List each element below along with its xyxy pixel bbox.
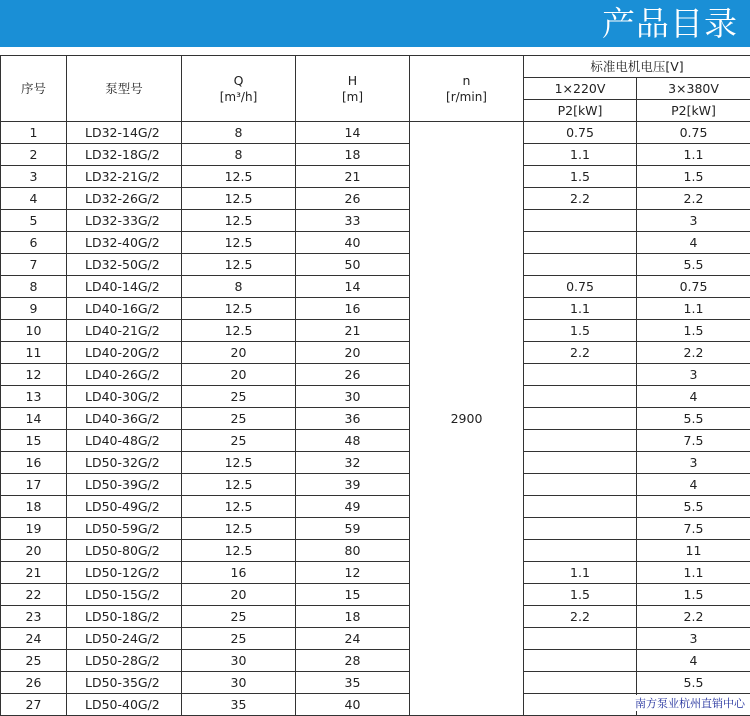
cell-h: 80 <box>296 540 410 562</box>
cell-pump-type: LD32-26G/2 <box>67 188 182 210</box>
cell-pump-type: LD50-12G/2 <box>67 562 182 584</box>
cell-p2-3ph: 3 <box>637 452 750 474</box>
cell-seq: 1 <box>1 122 67 144</box>
cell-seq: 15 <box>1 430 67 452</box>
cell-q: 25 <box>182 386 296 408</box>
table-row <box>1 540 750 562</box>
cell-p2-3ph: 5.5 <box>637 254 750 276</box>
cell-h: 40 <box>296 232 410 254</box>
cell-pump-type: LD32-50G/2 <box>67 254 182 276</box>
cell-seq: 26 <box>1 672 67 694</box>
table-row <box>1 122 750 144</box>
cell-h: 12 <box>296 562 410 584</box>
cell-p2-3ph: 11 <box>637 540 750 562</box>
cell-p2-1ph <box>524 408 637 430</box>
table-row <box>1 408 750 430</box>
cell-pump-type: LD50-40G/2 <box>67 694 182 716</box>
cell-seq: 8 <box>1 276 67 298</box>
cell-seq: 21 <box>1 562 67 584</box>
cell-seq: 10 <box>1 320 67 342</box>
cell-q: 8 <box>182 144 296 166</box>
cell-p2-1ph <box>524 540 637 562</box>
cell-p2-3ph: 7.5 <box>637 518 750 540</box>
table-row <box>1 298 750 320</box>
cell-p2-1ph: 2.2 <box>524 606 637 628</box>
cell-p2-3ph: 7.5 <box>637 430 750 452</box>
cell-seq: 11 <box>1 342 67 364</box>
cell-seq: 23 <box>1 606 67 628</box>
cell-pump-type: LD32-21G/2 <box>67 166 182 188</box>
cell-seq: 16 <box>1 452 67 474</box>
cell-seq: 20 <box>1 540 67 562</box>
cell-p2-3ph: 4 <box>637 232 750 254</box>
cell-q: 16 <box>182 562 296 584</box>
cell-p2-3ph: 3 <box>637 364 750 386</box>
cell-pump-type: LD32-40G/2 <box>67 232 182 254</box>
cell-h: 30 <box>296 386 410 408</box>
cell-q: 12.5 <box>182 540 296 562</box>
cell-seq: 17 <box>1 474 67 496</box>
cell-q: 20 <box>182 342 296 364</box>
table-row <box>1 386 750 408</box>
cell-p2-1ph <box>524 518 637 540</box>
col-header-1x220v: 1×220V <box>524 78 637 100</box>
col-header-seq: 序号 <box>1 56 67 122</box>
cell-p2-1ph: 2.2 <box>524 342 637 364</box>
cell-p2-3ph: 3 <box>637 628 750 650</box>
cell-p2-1ph: 1.5 <box>524 320 637 342</box>
col-header-q-label: Q <box>234 73 244 88</box>
cell-q: 8 <box>182 122 296 144</box>
cell-seq: 3 <box>1 166 67 188</box>
cell-pump-type: LD50-39G/2 <box>67 474 182 496</box>
cell-p2-3ph: 2.2 <box>637 188 750 210</box>
cell-q: 12.5 <box>182 232 296 254</box>
cell-pump-type: LD50-49G/2 <box>67 496 182 518</box>
cell-p2-1ph: 1.5 <box>524 584 637 606</box>
col-header-pump-type: 泵型号 <box>67 56 182 122</box>
product-table <box>0 55 750 716</box>
table-row <box>1 496 750 518</box>
cell-p2-3ph: 1.1 <box>637 144 750 166</box>
cell-pump-type: LD40-30G/2 <box>67 386 182 408</box>
cell-p2-3ph: 4 <box>637 650 750 672</box>
cell-p2-3ph: 3 <box>637 210 750 232</box>
footer-credit: 南方泵业杭州直销中心 <box>633 695 747 711</box>
cell-pump-type: LD40-36G/2 <box>67 408 182 430</box>
cell-p2-3ph: 1.1 <box>637 298 750 320</box>
cell-q: 8 <box>182 276 296 298</box>
cell-seq: 5 <box>1 210 67 232</box>
cell-h: 28 <box>296 650 410 672</box>
cell-pump-type: LD50-80G/2 <box>67 540 182 562</box>
cell-p2-3ph: 0.75 <box>637 122 750 144</box>
cell-seq: 12 <box>1 364 67 386</box>
cell-h: 26 <box>296 364 410 386</box>
cell-p2-3ph: 1.5 <box>637 584 750 606</box>
cell-q: 12.5 <box>182 298 296 320</box>
cell-seq: 22 <box>1 584 67 606</box>
col-header-q <box>182 56 296 122</box>
cell-h: 24 <box>296 628 410 650</box>
cell-h: 20 <box>296 342 410 364</box>
table-row <box>1 474 750 496</box>
cell-p2-3ph: 2.2 <box>637 606 750 628</box>
cell-pump-type: LD50-24G/2 <box>67 628 182 650</box>
cell-h: 32 <box>296 452 410 474</box>
cell-h: 48 <box>296 430 410 452</box>
cell-h: 33 <box>296 210 410 232</box>
table-row <box>1 606 750 628</box>
cell-seq: 9 <box>1 298 67 320</box>
table-row <box>1 430 750 452</box>
cell-pump-type: LD50-59G/2 <box>67 518 182 540</box>
cell-q: 12.5 <box>182 474 296 496</box>
cell-speed: 2900 <box>410 122 524 716</box>
header-bar <box>0 0 750 47</box>
cell-h: 14 <box>296 276 410 298</box>
cell-h: 49 <box>296 496 410 518</box>
cell-q: 20 <box>182 584 296 606</box>
cell-p2-1ph: 1.1 <box>524 298 637 320</box>
cell-pump-type: LD40-16G/2 <box>67 298 182 320</box>
cell-q: 12.5 <box>182 452 296 474</box>
cell-pump-type: LD32-33G/2 <box>67 210 182 232</box>
table-row <box>1 210 750 232</box>
col-header-n <box>410 56 524 122</box>
cell-seq: 19 <box>1 518 67 540</box>
cell-q: 12.5 <box>182 188 296 210</box>
cell-p2-1ph: 0.75 <box>524 122 637 144</box>
cell-p2-1ph <box>524 474 637 496</box>
cell-h: 50 <box>296 254 410 276</box>
table-row <box>1 518 750 540</box>
cell-h: 21 <box>296 166 410 188</box>
cell-p2-1ph: 1.5 <box>524 166 637 188</box>
cell-p2-3ph: 5.5 <box>637 672 750 694</box>
cell-seq: 18 <box>1 496 67 518</box>
cell-pump-type: LD40-21G/2 <box>67 320 182 342</box>
col-header-h-label: H <box>348 73 357 88</box>
cell-p2-1ph <box>524 628 637 650</box>
col-header-h <box>296 56 410 122</box>
cell-pump-type: LD40-14G/2 <box>67 276 182 298</box>
cell-p2-1ph: 1.1 <box>524 144 637 166</box>
table-row <box>1 144 750 166</box>
cell-h: 18 <box>296 606 410 628</box>
cell-q: 12.5 <box>182 254 296 276</box>
cell-p2-1ph <box>524 254 637 276</box>
cell-h: 59 <box>296 518 410 540</box>
cell-p2-3ph: 1.1 <box>637 562 750 584</box>
cell-p2-1ph: 0.75 <box>524 276 637 298</box>
col-header-h-unit: [m] <box>296 89 409 105</box>
cell-pump-type: LD40-48G/2 <box>67 430 182 452</box>
table-row <box>1 320 750 342</box>
col-header-p2-1ph: P2[kW] <box>524 100 637 122</box>
cell-h: 36 <box>296 408 410 430</box>
col-header-n-unit: [r/min] <box>410 89 523 105</box>
cell-p2-1ph <box>524 496 637 518</box>
table-body <box>1 122 750 716</box>
cell-h: 15 <box>296 584 410 606</box>
cell-q: 25 <box>182 430 296 452</box>
cell-q: 30 <box>182 650 296 672</box>
col-header-n-label: n <box>463 73 471 88</box>
cell-p2-3ph: 2.2 <box>637 342 750 364</box>
table-row <box>1 584 750 606</box>
cell-seq: 2 <box>1 144 67 166</box>
cell-p2-1ph <box>524 672 637 694</box>
col-header-p2-3ph: P2[kW] <box>637 100 750 122</box>
cell-q: 25 <box>182 606 296 628</box>
cell-p2-1ph <box>524 452 637 474</box>
cell-p2-3ph: 1.5 <box>637 166 750 188</box>
cell-p2-1ph <box>524 232 637 254</box>
cell-p2-1ph <box>524 364 637 386</box>
cell-q: 25 <box>182 408 296 430</box>
col-header-q-unit: [m³/h] <box>182 89 295 105</box>
cell-pump-type: LD50-28G/2 <box>67 650 182 672</box>
cell-h: 26 <box>296 188 410 210</box>
col-header-3x380v: 3×380V <box>637 78 750 100</box>
cell-p2-1ph <box>524 430 637 452</box>
table-row <box>1 452 750 474</box>
table-row <box>1 672 750 694</box>
cell-p2-1ph <box>524 694 637 716</box>
cell-pump-type: LD50-35G/2 <box>67 672 182 694</box>
table-row <box>1 364 750 386</box>
cell-p2-3ph: 1.5 <box>637 320 750 342</box>
cell-p2-3ph: 4 <box>637 386 750 408</box>
cell-p2-1ph <box>524 210 637 232</box>
cell-pump-type: LD50-15G/2 <box>67 584 182 606</box>
cell-h: 18 <box>296 144 410 166</box>
cell-h: 16 <box>296 298 410 320</box>
cell-q: 35 <box>182 694 296 716</box>
cell-pump-type: LD32-14G/2 <box>67 122 182 144</box>
cell-seq: 13 <box>1 386 67 408</box>
cell-q: 12.5 <box>182 518 296 540</box>
cell-seq: 4 <box>1 188 67 210</box>
cell-p2-1ph: 2.2 <box>524 188 637 210</box>
cell-p2-3ph: 5.5 <box>637 496 750 518</box>
cell-h: 39 <box>296 474 410 496</box>
cell-seq: 7 <box>1 254 67 276</box>
table-row <box>1 628 750 650</box>
table-row <box>1 562 750 584</box>
cell-pump-type: LD50-32G/2 <box>67 452 182 474</box>
table-row <box>1 342 750 364</box>
cell-p2-1ph: 1.1 <box>524 562 637 584</box>
cell-seq: 27 <box>1 694 67 716</box>
page-title: 产品目录 <box>602 4 738 44</box>
cell-q: 12.5 <box>182 320 296 342</box>
cell-pump-type: LD50-18G/2 <box>67 606 182 628</box>
cell-h: 40 <box>296 694 410 716</box>
cell-q: 30 <box>182 672 296 694</box>
table-row <box>1 254 750 276</box>
col-header-voltage-group: 标准电机电压[V] <box>524 56 750 78</box>
table-row <box>1 232 750 254</box>
table-row <box>1 188 750 210</box>
table-row <box>1 650 750 672</box>
cell-pump-type: LD40-20G/2 <box>67 342 182 364</box>
cell-pump-type: LD40-26G/2 <box>67 364 182 386</box>
cell-q: 25 <box>182 628 296 650</box>
cell-p2-3ph: 0.75 <box>637 276 750 298</box>
cell-p2-3ph: 5.5 <box>637 408 750 430</box>
table-row <box>1 166 750 188</box>
cell-p2-3ph: 4 <box>637 474 750 496</box>
cell-seq: 25 <box>1 650 67 672</box>
cell-p2-1ph <box>524 386 637 408</box>
cell-pump-type: LD32-18G/2 <box>67 144 182 166</box>
cell-p2-1ph <box>524 650 637 672</box>
table-row <box>1 276 750 298</box>
cell-q: 20 <box>182 364 296 386</box>
cell-q: 12.5 <box>182 166 296 188</box>
cell-q: 12.5 <box>182 496 296 518</box>
cell-seq: 24 <box>1 628 67 650</box>
cell-seq: 6 <box>1 232 67 254</box>
cell-seq: 14 <box>1 408 67 430</box>
cell-h: 21 <box>296 320 410 342</box>
cell-h: 14 <box>296 122 410 144</box>
cell-h: 35 <box>296 672 410 694</box>
cell-q: 12.5 <box>182 210 296 232</box>
